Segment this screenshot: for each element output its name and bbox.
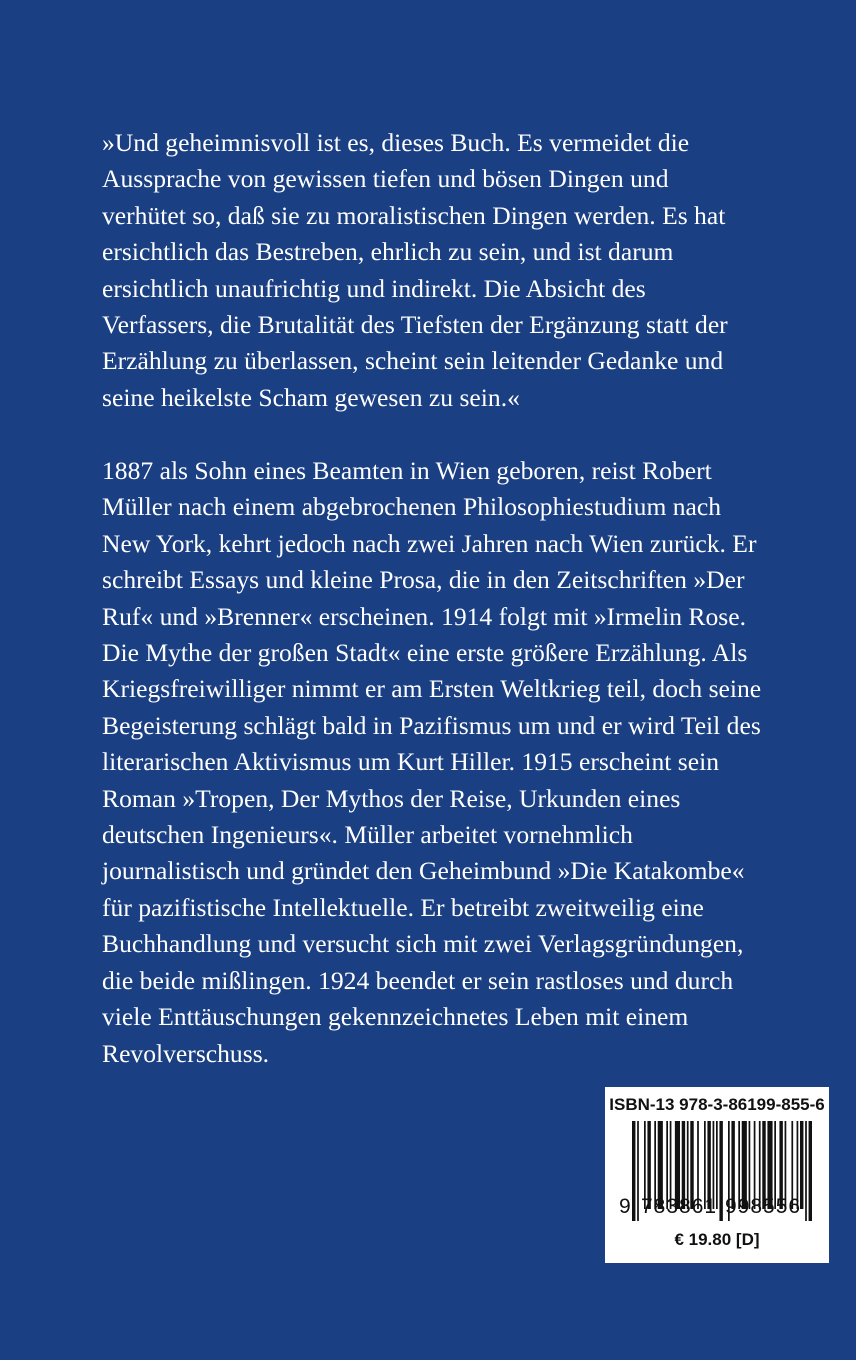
bio-line: journalistisch und gründet den Geheimbund »Die Katakombe« (102, 856, 745, 886)
bio-line: Begeisterung schlägt bald in Pazifismus um und er wird Teil des (102, 710, 761, 740)
barcode-bar (719, 1121, 722, 1221)
isbn-label: ISBN-13 978-3-86199-855-6 (609, 1095, 825, 1114)
price-label: € 19.80 [D] (674, 1230, 760, 1249)
bio-line: Revolverschuss. (102, 1038, 270, 1068)
quote-line: »Und geheimnisvoll ist es, dieses Buch. Es vermeidet die (102, 128, 690, 157)
barcode-bar (805, 1121, 807, 1221)
bio-line: Müller nach einem abgebrochenen Philosophiestudium nach (102, 492, 722, 522)
quote-line: Aussprache von gewissen tiefen und bösen Dingen und (102, 164, 669, 194)
bio-line: New York, kehrt jedoch nach zwei Jahren nach Wien zurück. Er (102, 528, 757, 558)
barcode-bar (632, 1121, 635, 1221)
blurb-quote (102, 125, 792, 416)
bio-line: deutschen Ingenieurs«. Müller arbeitet vornehmlich (102, 820, 633, 850)
bio-line: Buchhandlung und versucht sich mit zwei Verlagsgründungen, (102, 929, 744, 959)
bio-line: Kriegsfreiwilliger nimmt er am Ersten Weltkrieg teil, doch seine (102, 674, 762, 704)
author-biography (102, 453, 792, 1072)
barcode-bar (809, 1121, 812, 1221)
bio-line: 1887 als Sohn eines Beamten in Wien geboren, reist Robert (102, 456, 712, 485)
bio-line: Ruf« und »Brenner« erscheinen. 1914 folgt mit »Irmelin Rose. (102, 601, 746, 631)
bio-line: schreibt Essays und kleine Prosa, die in den Zeitschriften »Der (102, 565, 745, 595)
bio-line: literarischen Aktivismus um Kurt Hiller. 1915 erscheint sein (102, 747, 719, 777)
bio-line: viele Enttäuschungen gekennzeichnetes Leben mit einem (102, 1002, 689, 1032)
bio-line: für pazifistische Intellektuelle. Er betreibt zweitweilig eine (102, 892, 704, 922)
quote-line: verhütet so, daß sie zu moralistischen Dingen werden. Es hat (102, 200, 726, 230)
bio-line: Roman »Tropen, Der Mythos der Reise, Urkunden eines (102, 783, 681, 813)
barcode-digits-right: 998556 (725, 1195, 802, 1218)
quote-line: Verfassers, die Brutalität des Tiefsten der Ergänzung statt der (102, 310, 728, 340)
bio-line: Die Mythe der großen Stadt« eine erste größere Erzählung. Als (102, 638, 748, 668)
quote-line: ersichtlich unaufrichtig und indirekt. Die Absicht des (102, 273, 646, 303)
barcode-digit-first: 9 (619, 1195, 632, 1218)
quote-line: ersichtlich das Bestreben, ehrlich zu sein, und ist darum (102, 237, 674, 267)
bio-line: die beide mißlingen. 1924 beendet er sein rastloses und durch (102, 965, 734, 995)
quote-line: Erzählung zu überlassen, scheint sein leitender Gedanke und (102, 346, 724, 376)
barcode-bar (637, 1121, 639, 1221)
quote-line: seine heikelste Scham gewesen zu sein.« (102, 382, 520, 412)
isbn-barcode-box (605, 1087, 829, 1263)
barcode-digits-left: 783861 (641, 1195, 718, 1218)
